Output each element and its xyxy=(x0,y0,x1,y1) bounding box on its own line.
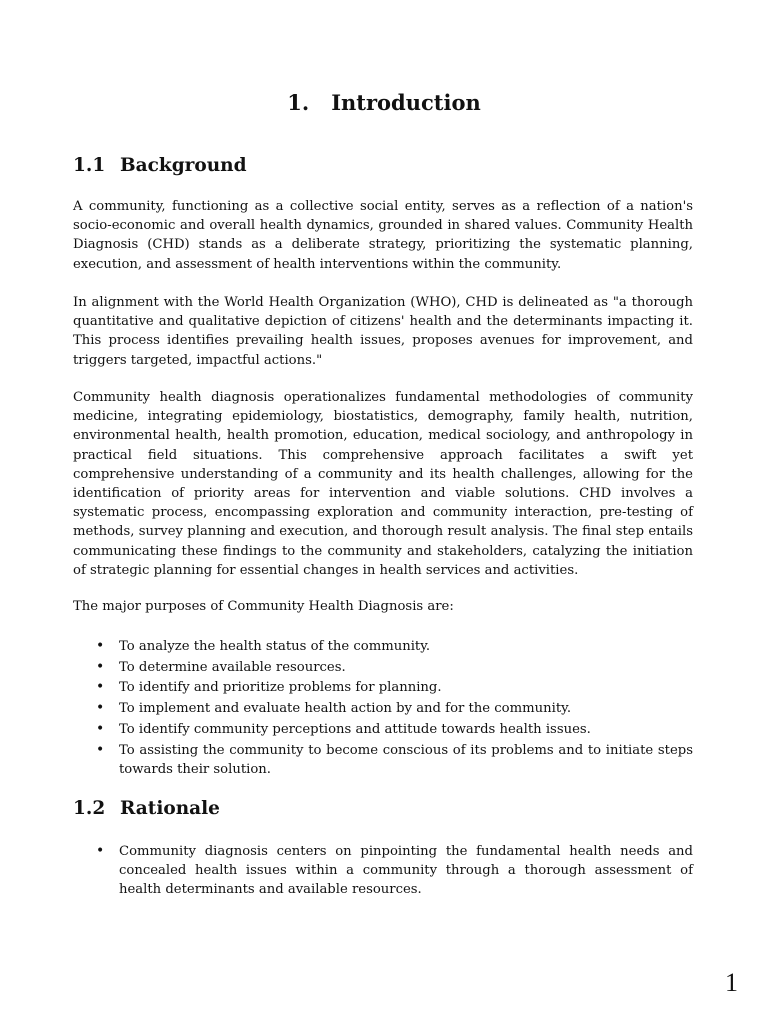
chapter-title xyxy=(0,88,768,118)
list-item-text: To assisting the community to become conscious of its problems and to initiate steps towards their solution. xyxy=(119,742,693,777)
list-item xyxy=(73,741,693,779)
list-item xyxy=(73,842,693,900)
section-number: 1.2 xyxy=(73,798,106,819)
background-paragraph-3: Community health diagnosis operationalizes fundamental methodologies of community medicine, integrating epidemiology, biostatistics, demography, family health, nutrition, environmental health, health promotion, education, medical sociology, and anthropology in practical field situations. This comprehensive approach facilitates a swift yet comprehensive understanding of a community and its health challenges, allowing for the identification of priority areas for intervention and viable solutions. CHD involves a systematic process, encompassing exploration and community interaction, pre-testing of methods, survey planning and execution, and thorough result analysis. The final step entails communicating these findings to the community and stakeholders, catalyzing the initiation of strategic planning for essential changes in health services and activities. xyxy=(73,390,693,578)
list-item xyxy=(73,658,693,677)
list-item-text: To implement and evaluate health action by and for the community. xyxy=(119,701,572,717)
section-heading-background xyxy=(73,153,247,179)
page-number: 1 xyxy=(725,968,738,997)
chapter-number: 1. xyxy=(287,90,310,115)
list-item xyxy=(73,720,693,739)
chapter-title-text: Introduction xyxy=(331,90,481,115)
purposes-intro: The major purposes of Community Health Diagnosis are: xyxy=(73,599,454,614)
list-item xyxy=(73,637,693,656)
section-title: Background xyxy=(120,155,247,176)
list-item-text: To determine available resources. xyxy=(119,659,346,675)
list-item-text: To identify and prioritize problems for planning. xyxy=(119,680,442,696)
bullet-icon: • xyxy=(96,741,105,758)
bullet-icon: • xyxy=(96,658,105,675)
bullet-icon: • xyxy=(96,843,105,859)
bullet-icon: • xyxy=(96,638,105,654)
list-item xyxy=(73,699,693,718)
section-title: Rationale xyxy=(120,798,220,819)
section-heading-rationale xyxy=(73,796,220,822)
list-item-text: Community diagnosis centers on pinpointing the fundamental health needs and concealed health issues within a community through a thorough assessment of health determinants and available resources. xyxy=(119,844,693,898)
background-paragraph-2: In alignment with the World Health Organization (WHO), CHD is delineated as "a thorough quantitative and qualitative depiction of citizens' health and the determinants impacting it. This process identifies prevailing health issues, proposes avenues for improvement, and triggers targeted, impactful actions." xyxy=(73,295,693,368)
section-number: 1.1 xyxy=(73,155,106,176)
bullet-icon: • xyxy=(96,720,105,737)
rationale-list xyxy=(73,842,693,901)
list-item-text: To analyze the health status of the community. xyxy=(119,639,431,654)
list-item xyxy=(73,678,693,697)
list-item-text: To identify community perceptions and attitude towards health issues. xyxy=(119,721,591,737)
bullet-icon: • xyxy=(96,700,105,717)
bullet-icon: • xyxy=(96,679,105,696)
background-paragraph-1: A community, functioning as a collective social entity, serves as a reflection of a nation's socio-economic and overall health dynamics, grounded in shared values. Community Health Diagnosis (CHD) stands as a deliberate strategy, prioritizing the systematic planning, execution, and assessment of health interventions within the community. xyxy=(73,199,693,272)
purposes-list xyxy=(73,637,693,780)
